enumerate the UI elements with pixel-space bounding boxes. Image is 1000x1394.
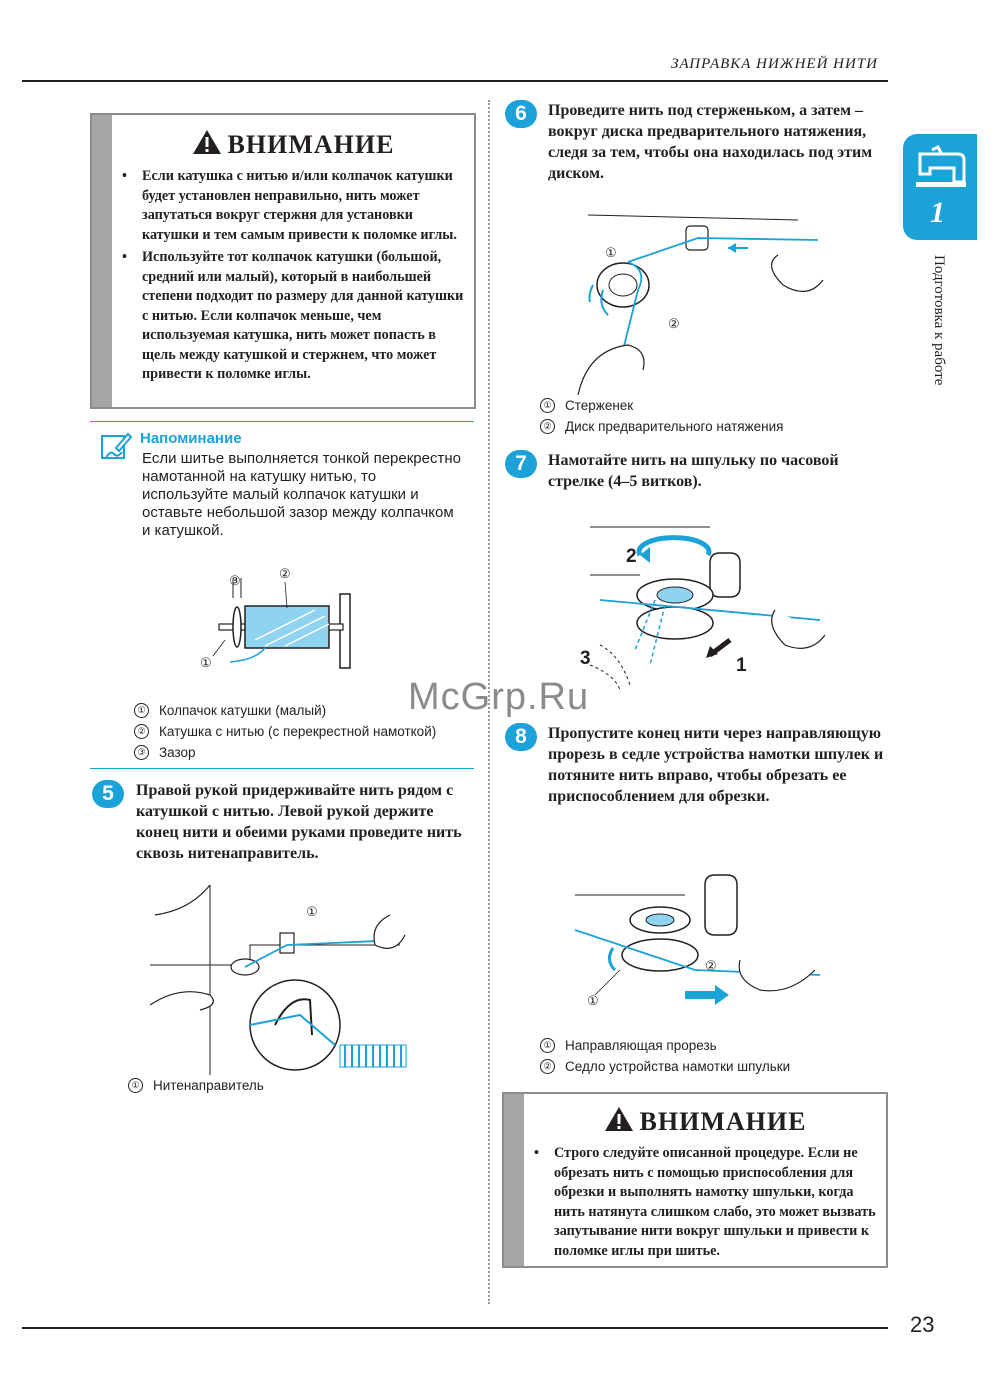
step-8-legend: ① Направляющая прорезь ② Седло устройства намотки шпульки bbox=[540, 1035, 790, 1077]
step-5-illustration bbox=[150, 885, 410, 1075]
spool-legend: ① Колпачок катушки (малый) ② Катушка с нитью (с перекрестной намоткой) ③ Зазор bbox=[134, 700, 436, 763]
callout-1: ① bbox=[605, 245, 617, 260]
step-6-text: Проведите нить под стерженьком, а затем – вокруг диска предварительного натяжения, следя за тем, чтобы она находилась под этим диском. bbox=[548, 102, 873, 182]
warning-title: ВНИМАНИЕ bbox=[227, 130, 395, 159]
marker-3: 3 bbox=[580, 648, 591, 669]
warning-item: • Используйте тот колпачок катушки (большой, средний или малый), который в наибольшей степени подходит по размеру для данной катушки с нитью. Если колпачок меньше, чем используемая катушка, нить может попасть в щель между катушкой и стержнем, что может привести к поломке иглы. bbox=[118, 248, 466, 385]
section-rule bbox=[90, 768, 474, 769]
watermark: McGrp.Ru bbox=[408, 676, 590, 718]
warning-item: • Строго следуйте описанной процедуре. Если не обрезать нить с помощью приспособления для обрезки и выполнять намотку шпульки, когда нить натянута слишком слабо, это может вызвать запутывание нити вокруг шпульки и привести к поломке иглы при шитье. bbox=[530, 1144, 880, 1261]
callout-2: ② bbox=[279, 566, 291, 581]
spool-illustration bbox=[195, 570, 365, 680]
warning-list bbox=[530, 1144, 880, 1264]
step-7-text: Намотайте нить на шпульку по часовой стрелке (4–5 витков). bbox=[548, 452, 839, 490]
step-6-badge: 6 bbox=[505, 100, 537, 128]
chapter-number: 1 bbox=[930, 196, 945, 229]
page-number: 23 bbox=[910, 1312, 935, 1337]
memo-rule bbox=[90, 421, 474, 422]
section-title: ЗАПРАВКА НИЖНЕЙ НИТИ bbox=[671, 56, 878, 72]
step-5-legend: ① Нитенаправитель bbox=[128, 1075, 264, 1096]
step-7-illustration bbox=[580, 525, 830, 695]
sewing-machine-icon bbox=[914, 146, 968, 190]
marker-1: 1 bbox=[736, 655, 747, 676]
callout-1: ① bbox=[587, 993, 599, 1008]
warning-box-2 bbox=[502, 1092, 888, 1268]
step-8-text: Пропустите конец нити через направляющую прорезь в седле устройства намотки шпулек и потяните нить вправо, чтобы обрезать ее приспособлением для обрезки. bbox=[548, 725, 884, 805]
step-5-text: Правой рукой придерживайте нить рядом с катушкой с нитью. Левой рукой держите конец нити и обеими руками проведите нить сквозь нитенаправитель. bbox=[136, 782, 462, 862]
warning-list bbox=[118, 167, 466, 388]
warning-triangle-icon bbox=[192, 129, 222, 155]
step-6-illustration bbox=[568, 210, 828, 395]
step-8-illustration bbox=[575, 870, 825, 1020]
warning-box-1 bbox=[90, 113, 476, 409]
memo-icon bbox=[100, 432, 132, 460]
warning-title: ВНИМАНИЕ bbox=[639, 1107, 807, 1136]
warning-triangle-icon bbox=[604, 1106, 634, 1132]
callout-1: ① bbox=[306, 904, 318, 919]
step-6-legend: ① Стерженек ② Диск предварительного натяжения bbox=[540, 395, 783, 437]
callout-2: ② bbox=[668, 316, 680, 331]
callout-2: ② bbox=[705, 958, 717, 973]
warning-bar bbox=[92, 115, 112, 407]
step-8-badge: 8 bbox=[505, 723, 537, 751]
callout-1: ① bbox=[200, 655, 212, 670]
callout-3: ③ bbox=[229, 573, 241, 588]
chapter-label: Подготовка к работе bbox=[931, 255, 947, 386]
marker-2: 2 bbox=[626, 546, 637, 567]
memo-text: Если шитье выполняется тонкой перекрестно намотанной на катушку нитью, то используйте малый колпачок катушки и оставьте небольшой зазор между колпачком и катушкой. bbox=[142, 450, 461, 539]
header-rule bbox=[22, 80, 888, 82]
warning-bar bbox=[504, 1094, 524, 1266]
warning-item: • Если катушка с нитью и/или колпачок катушки будет установлен неправильно, нить может запутаться вокруг стержня для установки катушки и тем самым привести к поломке иглы. bbox=[118, 167, 466, 245]
footer-rule bbox=[22, 1327, 888, 1329]
step-5-badge: 5 bbox=[92, 780, 124, 808]
memo-title: Напоминание bbox=[140, 430, 242, 447]
step-7-badge: 7 bbox=[505, 450, 537, 478]
